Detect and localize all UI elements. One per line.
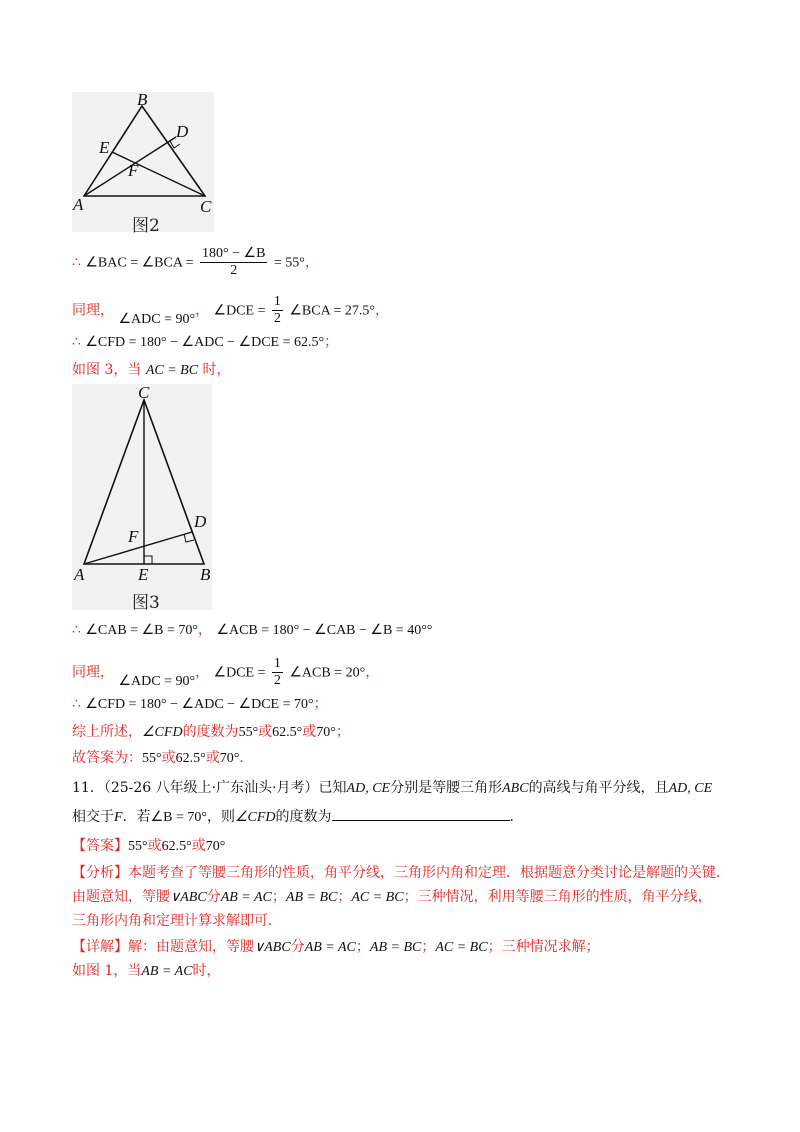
therefore-symbol: ∴ bbox=[72, 334, 81, 350]
punctuation: ， bbox=[195, 664, 210, 681]
question-line-1 bbox=[72, 778, 712, 799]
value: 55° bbox=[128, 839, 148, 854]
question-text: ． bbox=[509, 809, 524, 825]
text: 或 bbox=[191, 838, 206, 854]
math-expression: AB = AC bbox=[220, 890, 272, 905]
label-a: A bbox=[74, 565, 85, 584]
label-e: E bbox=[138, 565, 149, 584]
math-expression: AC = BC bbox=[435, 940, 488, 955]
question-text: 分别是等腰三角形 bbox=[390, 780, 503, 796]
question-text: 的度数为 bbox=[275, 809, 332, 825]
text: 或 bbox=[258, 724, 273, 740]
analysis-line-1 bbox=[72, 863, 730, 883]
text: 或 bbox=[302, 724, 317, 740]
label-a: A bbox=[73, 195, 84, 214]
line-4 bbox=[72, 360, 231, 381]
text: 的度数为 bbox=[182, 724, 239, 740]
label-b: B bbox=[200, 565, 211, 584]
math-expression: ∠DCE = bbox=[213, 665, 266, 681]
value: 62.5° bbox=[161, 839, 192, 854]
figure-3-caption: 图3 bbox=[132, 593, 160, 613]
question-text: 相交于 bbox=[72, 809, 114, 825]
math-expression: ∠B = 70° bbox=[150, 810, 207, 825]
punctuation: ； bbox=[355, 939, 370, 955]
value: 62.5° bbox=[272, 725, 303, 740]
math-expression: ∠DCE = bbox=[213, 303, 266, 319]
analysis-line-2 bbox=[72, 887, 712, 908]
math-expression: AB = BC bbox=[285, 890, 338, 905]
punctuation: ； bbox=[421, 939, 436, 955]
question-text: 的高线与角平分线，且 bbox=[528, 780, 669, 796]
detail-text: 分 bbox=[290, 939, 305, 955]
line-5 bbox=[72, 620, 432, 641]
punctuation: ； bbox=[271, 889, 286, 905]
math-expression: ∠ADC = 90° bbox=[118, 311, 196, 327]
right-angle-mark-e bbox=[144, 556, 152, 564]
fraction-denominator: 2 bbox=[273, 673, 281, 688]
math-expression: ∠CFD = 180° − ∠ADC − ∠DCE = 62.5° bbox=[85, 335, 325, 350]
punctuation: ； bbox=[337, 889, 352, 905]
value: 70° bbox=[205, 839, 226, 854]
math-expression: ∠ACB = 180° − ∠CAB − ∠B = 40°° bbox=[216, 623, 433, 638]
fraction bbox=[200, 246, 267, 279]
math-expression: ∠ACB = 20° bbox=[289, 665, 366, 681]
value: 55° bbox=[142, 751, 162, 766]
math-expression: ∠ADC = 90° bbox=[118, 673, 196, 689]
question-line-2 bbox=[72, 806, 524, 828]
value: 70° bbox=[316, 725, 336, 740]
math-expression: ∠CFD bbox=[142, 725, 183, 740]
fraction-denominator: 2 bbox=[273, 311, 281, 326]
detail-text: 如图 1，当 bbox=[72, 963, 142, 979]
fraction-numerator: 1 bbox=[273, 294, 281, 309]
question-text: ，则 bbox=[206, 809, 235, 825]
answer-line bbox=[72, 836, 225, 857]
figure-2 bbox=[72, 92, 214, 236]
punctuation: ， bbox=[365, 664, 380, 681]
text: 同理， bbox=[72, 664, 114, 681]
label-f: F bbox=[128, 161, 139, 180]
line-3 bbox=[72, 332, 338, 353]
question-text: ．若 bbox=[122, 809, 151, 825]
analysis-text: 由题意知，等腰 bbox=[72, 889, 170, 905]
detail-text: ；三种情况求解； bbox=[487, 939, 600, 955]
fraction bbox=[272, 294, 283, 327]
fraction-numerator: 180° − ∠B bbox=[202, 246, 266, 261]
detail-line-1 bbox=[72, 937, 600, 958]
detail-tag: 【详解】 bbox=[72, 939, 128, 955]
therefore-symbol: ∴ bbox=[72, 254, 81, 271]
math-expression: ∨ABC bbox=[254, 940, 291, 955]
line-8 bbox=[72, 722, 350, 743]
punctuation: ， bbox=[304, 254, 319, 271]
math-expression: ∠CAB = ∠B = 70° bbox=[85, 623, 198, 638]
analysis-text: ；三种情况，利用等腰三角形的性质，角平分线， bbox=[403, 889, 712, 905]
text: 综上所述， bbox=[72, 724, 142, 740]
math-expression: AD, CE bbox=[346, 781, 391, 796]
fraction-denominator: 2 bbox=[230, 263, 238, 278]
math-expression: ∠BCA = 27.5° bbox=[289, 303, 375, 319]
figure-3 bbox=[72, 384, 212, 613]
punctuation: ， bbox=[374, 302, 389, 319]
answer-tag: 【答案】 bbox=[72, 838, 128, 854]
text: 或 bbox=[161, 750, 176, 766]
label-f: F bbox=[128, 527, 139, 546]
punctuation: ． bbox=[239, 750, 254, 766]
text: 或 bbox=[147, 838, 162, 854]
label-b: B bbox=[137, 92, 148, 109]
detail-line-2 bbox=[72, 961, 221, 982]
figure-3-diagram bbox=[72, 384, 212, 610]
line-1 bbox=[72, 246, 319, 279]
analysis-text: 分 bbox=[206, 889, 221, 905]
text: 时， bbox=[202, 362, 231, 378]
math-expression: AC = BC bbox=[351, 890, 404, 905]
text: 或 bbox=[205, 750, 220, 766]
detail-text: 时， bbox=[192, 963, 221, 979]
analysis-text: 本题考查了等腰三角形的性质，角平分线，三角形内角和定理．根据题意分类讨论是解题的关键． bbox=[128, 865, 730, 881]
value: 70° bbox=[219, 751, 240, 766]
right-angle-mark-d bbox=[184, 534, 194, 542]
math-expression: ABC bbox=[502, 781, 529, 796]
punctuation: ； bbox=[335, 724, 350, 740]
fraction-numerator: 1 bbox=[273, 656, 281, 671]
fraction bbox=[272, 656, 283, 689]
line-7 bbox=[72, 694, 328, 715]
label-e: E bbox=[99, 138, 110, 157]
answer-blank[interactable] bbox=[332, 806, 510, 821]
punctuation: ； bbox=[313, 696, 328, 712]
analysis-tag: 【分析】 bbox=[72, 865, 128, 881]
label-d: D bbox=[194, 512, 207, 531]
math-expression: AC = BC bbox=[145, 363, 199, 378]
value: 55° bbox=[238, 725, 259, 740]
punctuation: ， bbox=[198, 622, 212, 638]
line-9 bbox=[72, 748, 253, 769]
analysis-line-3 bbox=[72, 911, 282, 931]
math-expression: AD, CE bbox=[668, 781, 713, 796]
math-expression: ∠CFD = 180° − ∠ADC − ∠DCE = 70° bbox=[85, 697, 314, 712]
math-expression: ∠CFD bbox=[234, 810, 276, 825]
math-expression: AB = AC bbox=[304, 940, 356, 955]
question-number: 11． bbox=[72, 780, 104, 796]
math-expression: ∨ABC bbox=[170, 890, 207, 905]
figure-2-caption: 图2 bbox=[132, 216, 160, 236]
text: 同理， bbox=[72, 302, 114, 319]
math-expression: F bbox=[114, 810, 123, 825]
therefore-symbol: ∴ bbox=[72, 622, 81, 638]
line-6 bbox=[72, 656, 379, 689]
math-expression: AB = AC bbox=[141, 964, 193, 979]
punctuation: ； bbox=[324, 334, 339, 350]
math-expression: AB = BC bbox=[369, 940, 422, 955]
label-c: C bbox=[200, 197, 212, 216]
label-c: C bbox=[138, 384, 150, 402]
text: 如图 3，当 bbox=[72, 362, 142, 378]
text: 故答案为： bbox=[72, 750, 142, 766]
math-expression: ∠BAC = ∠BCA = bbox=[85, 255, 194, 271]
line-2 bbox=[72, 294, 389, 327]
value: 62.5° bbox=[175, 751, 206, 766]
label-d: D bbox=[176, 122, 189, 141]
bisector-ce bbox=[112, 152, 205, 196]
detail-text: 解：由题意知，等腰 bbox=[128, 939, 254, 955]
analysis-text: 三角形内角和定理计算求解即可． bbox=[72, 913, 282, 929]
punctuation: ， bbox=[195, 302, 210, 319]
therefore-symbol: ∴ bbox=[72, 696, 81, 712]
question-text: （25-26 八年级上·广东汕头·月考）已知 bbox=[103, 780, 347, 796]
math-expression: = 55° bbox=[273, 255, 305, 271]
